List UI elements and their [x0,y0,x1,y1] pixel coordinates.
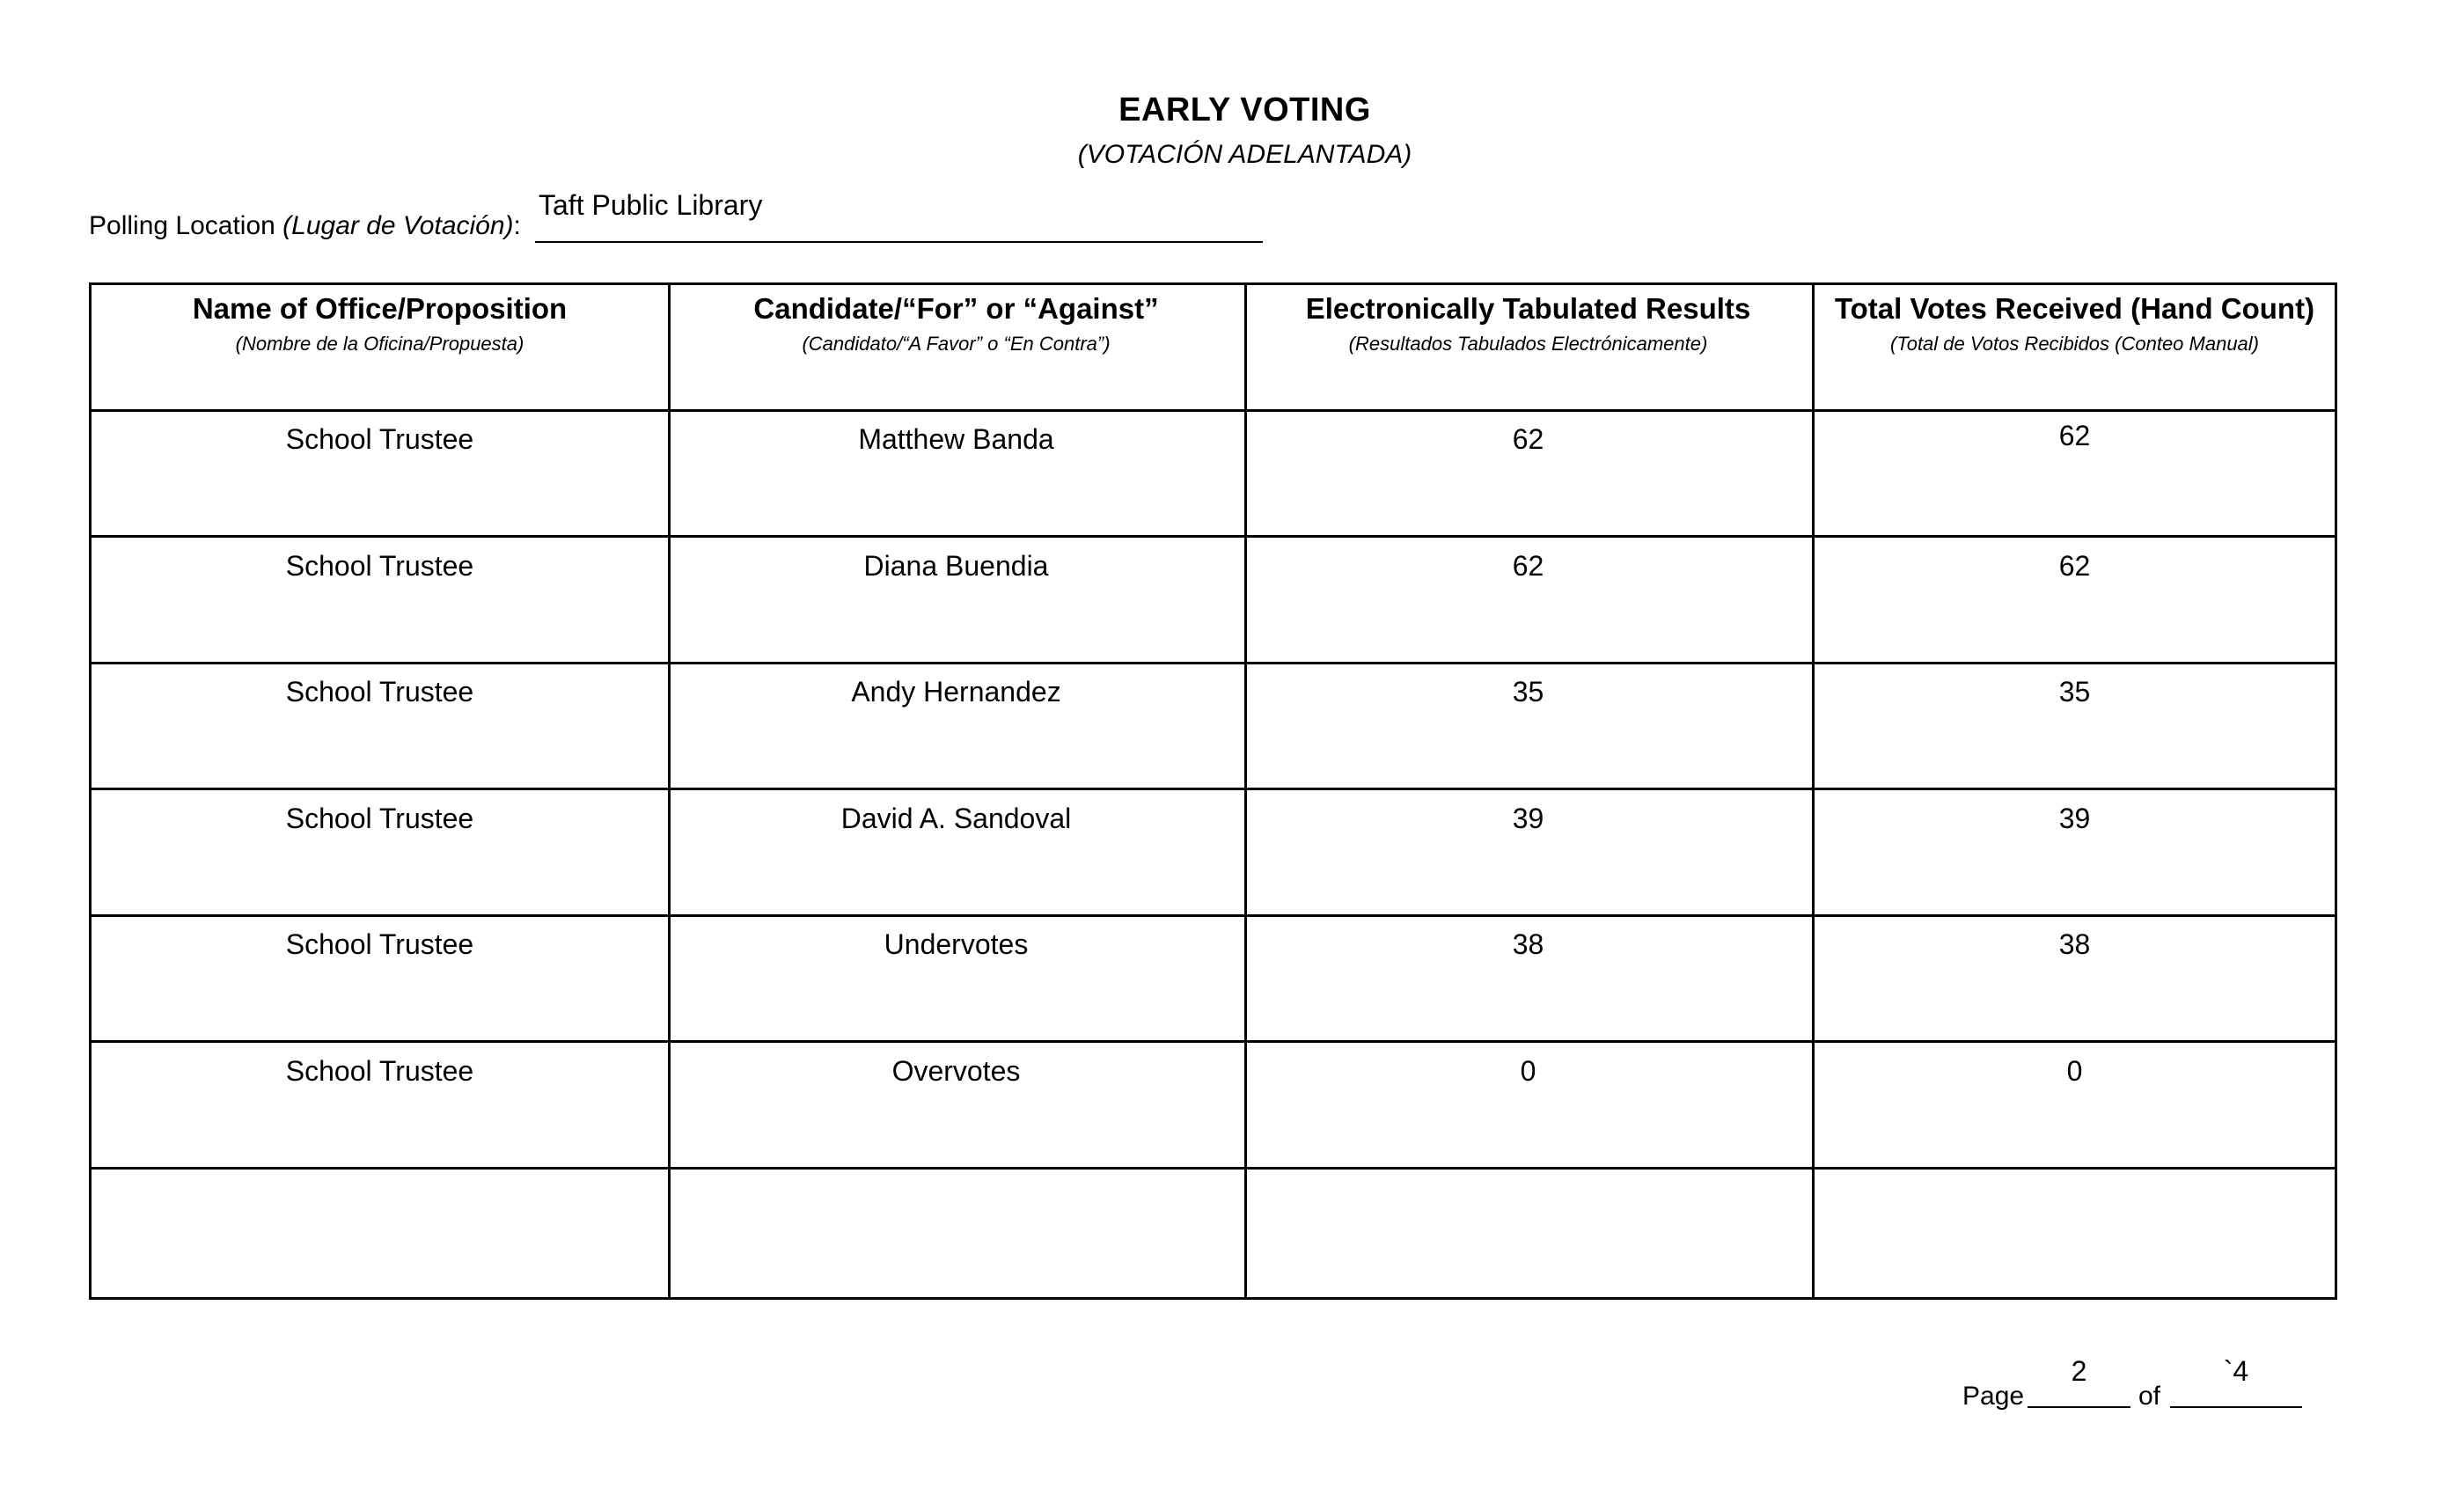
cell-hand-count: 35 [2058,676,2091,708]
column-header-electronic [1244,292,1812,356]
cell-office: School Trustee [285,676,474,708]
column-header-hand-count [1812,292,2337,356]
column-header-office [92,292,668,356]
page-total: `4 [2223,1355,2249,1387]
page-total-underline [2170,1406,2302,1408]
column-header-label: Candidate/“For” or “Against” [753,292,1159,325]
of-label: of [2138,1382,2161,1411]
cell-electronic-result: 0 [1520,1055,1536,1087]
cell-candidate: David A. Sandoval [840,803,1072,834]
cell-electronic-result: 39 [1512,803,1544,834]
polling-location-value: Taft Public Library [539,189,763,221]
page-label: Page [1962,1382,2025,1411]
column-header-sublabel: (Resultados Tabulados Electrónicamente) [1348,333,1708,355]
column-header-label: Total Votes Received (Hand Count) [1834,292,2315,325]
row-divider [92,409,2335,412]
column-header-candidate [668,292,1244,356]
column-header-label: Name of Office/Proposition [192,292,568,325]
form-title: EARLY VOTING [1118,92,1371,128]
row-divider [92,662,2335,664]
cell-electronic-result: 38 [1512,928,1544,960]
cell-candidate: Diana Buendia [863,550,1049,582]
cell-hand-count: 62 [2058,550,2091,582]
cell-candidate: Matthew Banda [858,423,1054,455]
polling-location-underline [535,241,1263,243]
cell-office: School Trustee [285,1055,474,1087]
cell-office: School Trustee [285,928,474,960]
row-divider [92,535,2335,538]
cell-hand-count: 0 [2066,1055,2083,1087]
polling-location-label-en: Polling Location [89,211,283,240]
polling-location-colon: : [513,211,521,240]
cell-hand-count: 39 [2058,803,2091,834]
cell-hand-count: 38 [2058,928,2091,960]
cell-electronic-result: 35 [1512,676,1544,708]
cell-office: School Trustee [285,550,474,582]
cell-electronic-result: 62 [1512,550,1544,582]
column-header-sublabel: (Total de Votos Recibidos (Conteo Manual) [1889,333,2260,355]
page-number-underline [2028,1406,2130,1408]
row-divider [92,914,2335,917]
row-divider [92,1040,2335,1043]
cell-candidate: Andy Hernandez [851,676,1061,708]
column-header-sublabel: (Candidato/“A Favor” o “En Contra”) [802,333,1111,355]
cell-candidate: Undervotes [884,928,1029,960]
column-header-label: Electronically Tabulated Results [1305,292,1751,325]
cell-candidate: Overvotes [891,1055,1021,1087]
column-header-sublabel: (Nombre de la Oficina/Propuesta) [235,333,524,355]
polling-location-label-es: (Lugar de Votación) [282,211,514,240]
row-divider [92,1167,2335,1170]
cell-hand-count: 62 [2058,420,2091,451]
row-divider [92,788,2335,790]
polling-location-label [89,211,521,241]
cell-office: School Trustee [285,423,474,455]
cell-office: School Trustee [285,803,474,834]
cell-electronic-result: 62 [1512,423,1544,455]
results-table [89,282,2337,1300]
page-number: 2 [2071,1355,2087,1387]
form-subtitle: (VOTACIÓN ADELANTADA) [1077,140,1412,169]
